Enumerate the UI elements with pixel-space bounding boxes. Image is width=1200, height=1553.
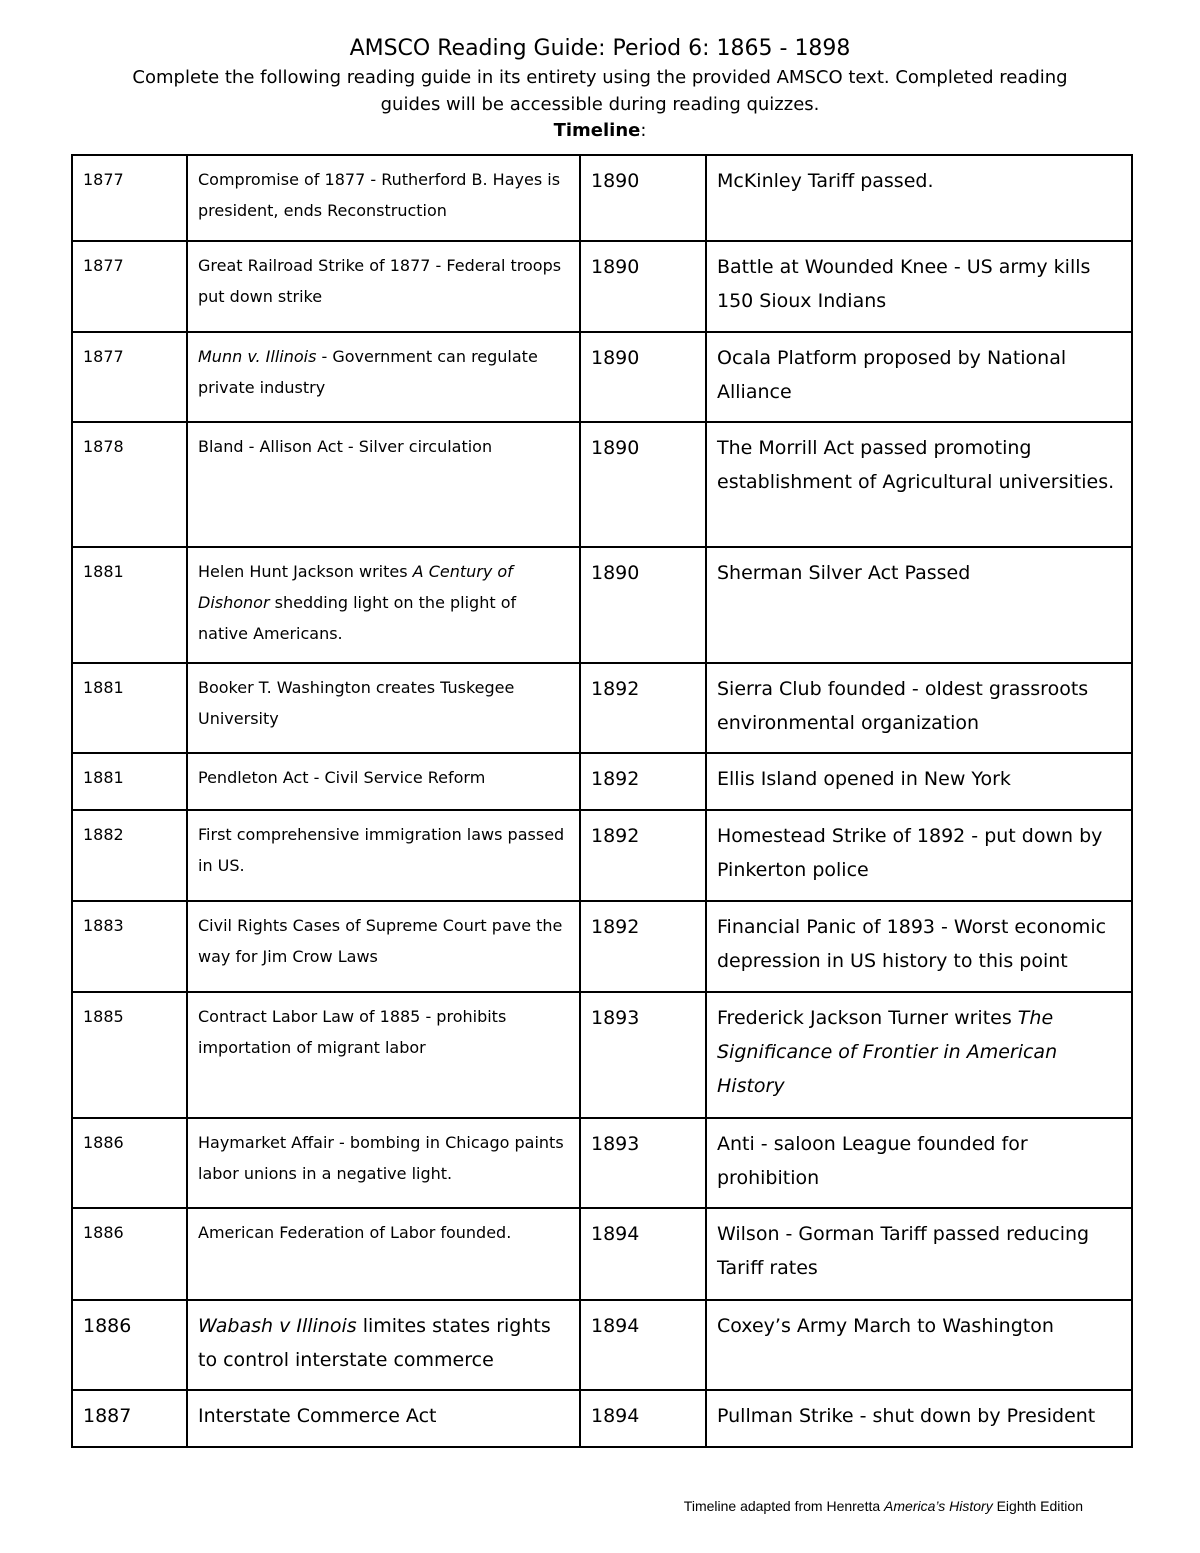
event-text: - Government can regulate private industry [198,347,538,397]
table-row [72,753,1132,810]
right-year-cell: 1893 [580,1118,706,1208]
left-event-cell: American Federation of Labor founded. [187,1208,580,1300]
left-year-cell: 1882 [72,810,187,901]
table-row [72,155,1132,241]
right-year-cell: 1892 [580,810,706,901]
right-year-cell: 1892 [580,663,706,753]
page-title: AMSCO Reading Guide: Period 6: 1865 - 1898 [349,36,851,61]
table-row [72,241,1132,332]
right-event-cell: Coxey’s Army March to Washington [706,1300,1132,1390]
left-year-cell: 1881 [72,547,187,663]
left-event-cell: Great Railroad Strike of 1877 - Federal troops put down strike [187,241,580,332]
left-event-cell: Civil Rights Cases of Supreme Court pave the way for Jim Crow Laws [187,901,580,992]
right-year-cell: 1890 [580,332,706,422]
table-row [72,1208,1132,1300]
right-event-cell: Wilson - Gorman Tariff passed reducing Tariff rates [706,1208,1132,1300]
left-year-cell: 1886 [72,1208,187,1300]
case-name-italic: Munn v. Illinois [198,347,317,366]
left-event-cell: Compromise of 1877 - Rutherford B. Hayes is president, ends Reconstruction [187,155,580,241]
left-event-cell: Pendleton Act - Civil Service Reform [187,753,580,810]
right-year-cell: 1890 [580,241,706,332]
event-text: Helen Hunt Jackson writes [198,562,413,581]
right-year-cell: 1893 [580,992,706,1118]
right-event-cell: Battle at Wounded Knee - US army kills 150 Sioux Indians [706,241,1132,332]
right-event-cell: Pullman Strike - shut down by President [706,1390,1132,1447]
table-row [72,547,1132,663]
document-header [60,34,1140,144]
right-year-cell: 1894 [580,1300,706,1390]
table-row [72,663,1132,753]
left-year-cell: 1886 [72,1118,187,1208]
right-year-cell: 1894 [580,1208,706,1300]
left-event-cell: First comprehensive immigration laws passed in US. [187,810,580,901]
table-row [72,992,1132,1118]
table-row [72,810,1132,901]
right-year-cell: 1894 [580,1390,706,1447]
left-event-cell: Interstate Commerce Act [187,1390,580,1447]
timeline-heading-colon: : [640,120,647,141]
table-row [72,1390,1132,1447]
timeline-heading [60,118,1140,144]
left-year-cell: 1883 [72,901,187,992]
left-event-cell [187,1300,580,1390]
timeline-heading-text: Timeline [553,120,641,141]
right-year-cell: 1892 [580,753,706,810]
right-event-cell: Anti - saloon League founded for prohibition [706,1118,1132,1208]
instructions-line-1: Complete the following reading guide in its entirety using the provided AMSCO text. Completed reading [132,67,1068,88]
left-year-cell: 1877 [72,241,187,332]
left-year-cell: 1877 [72,332,187,422]
instructions-line-2: guides will be accessible during reading quizzes. [380,94,820,115]
right-event-cell: Ocala Platform proposed by National Alliance [706,332,1132,422]
right-event-cell [706,992,1132,1118]
left-event-cell: Haymarket Affair - bombing in Chicago paints labor unions in a negative light. [187,1118,580,1208]
right-event-cell: Homestead Strike of 1892 - put down by Pinkerton police [706,810,1132,901]
case-name-italic: Wabash v Illinois [198,1315,357,1337]
footnote-book-title: America’s History [884,1498,993,1514]
footnote-prefix: Timeline adapted from Henretta [683,1498,885,1514]
event-text: Frederick Jackson Turner writes [717,1007,1018,1029]
left-year-cell: 1886 [72,1300,187,1390]
timeline-table [71,154,1133,1448]
left-year-cell: 1877 [72,155,187,241]
left-year-cell: 1881 [72,753,187,810]
book-title-italic: A Century of Dishonor [198,562,513,612]
table-row [72,1118,1132,1208]
right-event-cell: The Morrill Act passed promoting establishment of Agricultural universities. [706,422,1132,547]
left-event-cell: Booker T. Washington creates Tuskegee University [187,663,580,753]
left-year-cell: 1887 [72,1390,187,1447]
right-event-cell: Financial Panic of 1893 - Worst economic depression in US history to this point [706,901,1132,992]
right-event-cell: Ellis Island opened in New York [706,753,1132,810]
left-year-cell: 1885 [72,992,187,1118]
left-event-cell [187,332,580,422]
right-year-cell: 1892 [580,901,706,992]
book-title-italic: The Significance of Frontier in American History [717,1007,1058,1097]
source-footnote [500,1496,1083,1516]
left-event-cell: Bland - Allison Act - Silver circulation [187,422,580,547]
left-event-cell [187,547,580,663]
table-row [72,901,1132,992]
left-year-cell: 1881 [72,663,187,753]
right-event-cell: McKinley Tariff passed. [706,155,1132,241]
event-text: limites states rights to control interstate commerce [198,1315,551,1371]
right-event-cell: Sherman Silver Act Passed [706,547,1132,663]
table-row [72,1300,1132,1390]
right-year-cell: 1890 [580,547,706,663]
table-row [72,422,1132,547]
left-event-cell: Contract Labor Law of 1885 - prohibits importation of migrant labor [187,992,580,1118]
event-text: shedding light on the plight of native Americans. [198,593,517,643]
footnote-suffix: Eighth Edition [992,1498,1083,1514]
right-year-cell: 1890 [580,155,706,241]
right-event-cell: Sierra Club founded - oldest grassroots environmental organization [706,663,1132,753]
table-row [72,332,1132,422]
left-year-cell: 1878 [72,422,187,547]
right-year-cell: 1890 [580,422,706,547]
